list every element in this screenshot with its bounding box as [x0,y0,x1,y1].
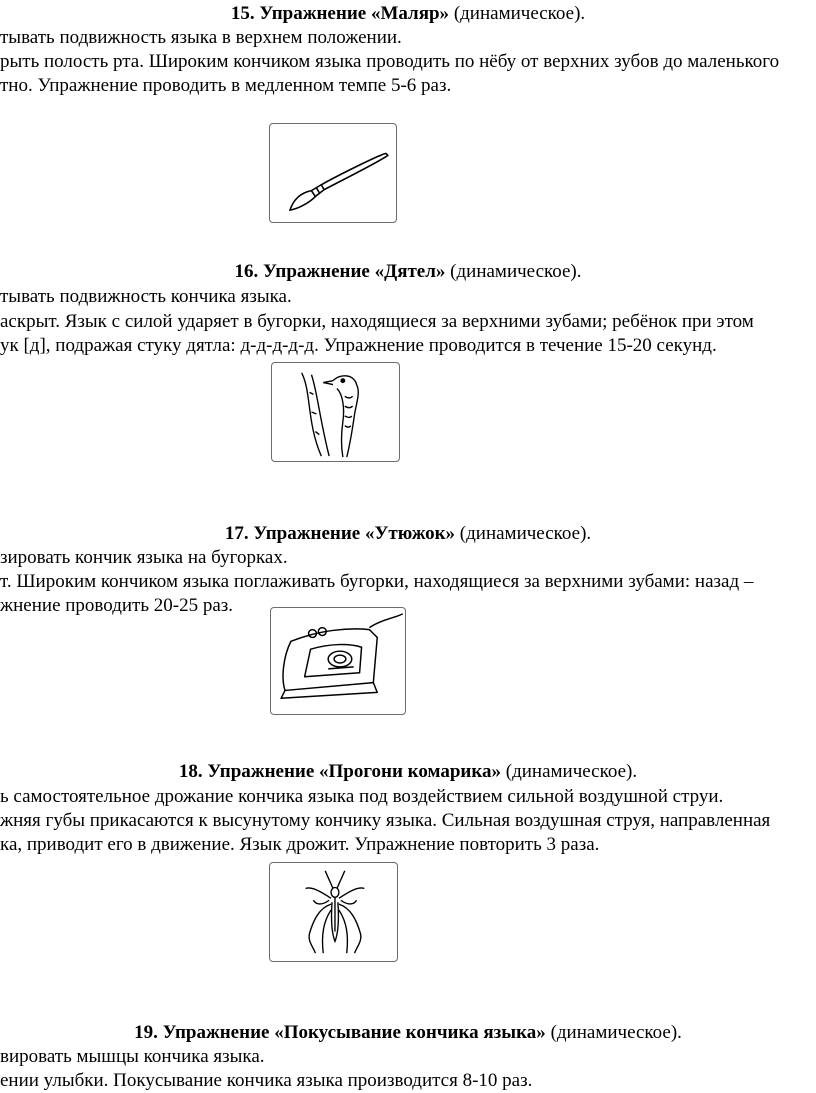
exercise-15-title: 15. Упражнение «Маляр» (динамическое). [230,3,586,24]
exercise-17-description: т. Широким кончиком языка поглаживать бугорки, находящиеся за верхними зубами: назад – [0,571,754,592]
exercise-15-description: рыть полость рта. Широким кончиком языка проводить по нёбу от верхних зубов до маленького [0,51,780,72]
exercise-19-goal: вировать мышцы кончика языка. [0,1046,265,1067]
exercise-15-repeats: тно. Упражнение проводить в медленном темпе 5-6 раз. [0,75,452,96]
mosquito-icon [269,862,398,962]
exercise-16-title: 16. Упражнение «Дятел» (динамическое). [234,261,582,282]
exercise-16-goal: тывать подвижность кончика языка. [0,286,292,307]
exercise-16-repeats: ук [д], подражая стуку дятла: д-д-д-д-д. Упражнение проводится в течение 15-20 секунд. [0,335,717,356]
exercise-15-goal: тывать подвижность языка в верхнем положении. [0,27,402,48]
exercise-17-repeats: жнение проводить 20-25 раз. [0,595,234,616]
exercise-18-title: 18. Упражнение «Прогони комарика» (динамическое). [178,761,638,782]
exercise-17-goal: зировать кончик языка на бугорках. [0,547,288,568]
exercise-18-repeats: ка, приводит его в движение. Язык дрожит. Упражнение повторить 3 раза. [0,834,600,855]
exercise-18-goal: ь самостоятельное дрожание кончика языка под воздействием сильной воздушной струи. [0,786,724,807]
exercise-18-description: жняя губы прикасаются к высунутому кончику языка. Сильная воздушная струя, направленная [0,810,771,831]
paintbrush-icon [269,123,397,223]
exercise-19-description: ении улыбки. Покусывание кончика языка производится 8-10 раз. [0,1070,533,1091]
exercise-17-title: 17. Упражнение «Утюжок» (динамическое). [224,523,592,544]
woodpecker-icon [271,362,400,462]
exercise-19-title: 19. Упражнение «Покусывание кончика языка» (динамическое). [134,1022,682,1043]
iron-icon [270,607,406,715]
exercise-16-description: аскрыт. Язык с силой ударяет в бугорки, находящиеся за верхними зубами; ребёнок при этом [0,311,754,332]
